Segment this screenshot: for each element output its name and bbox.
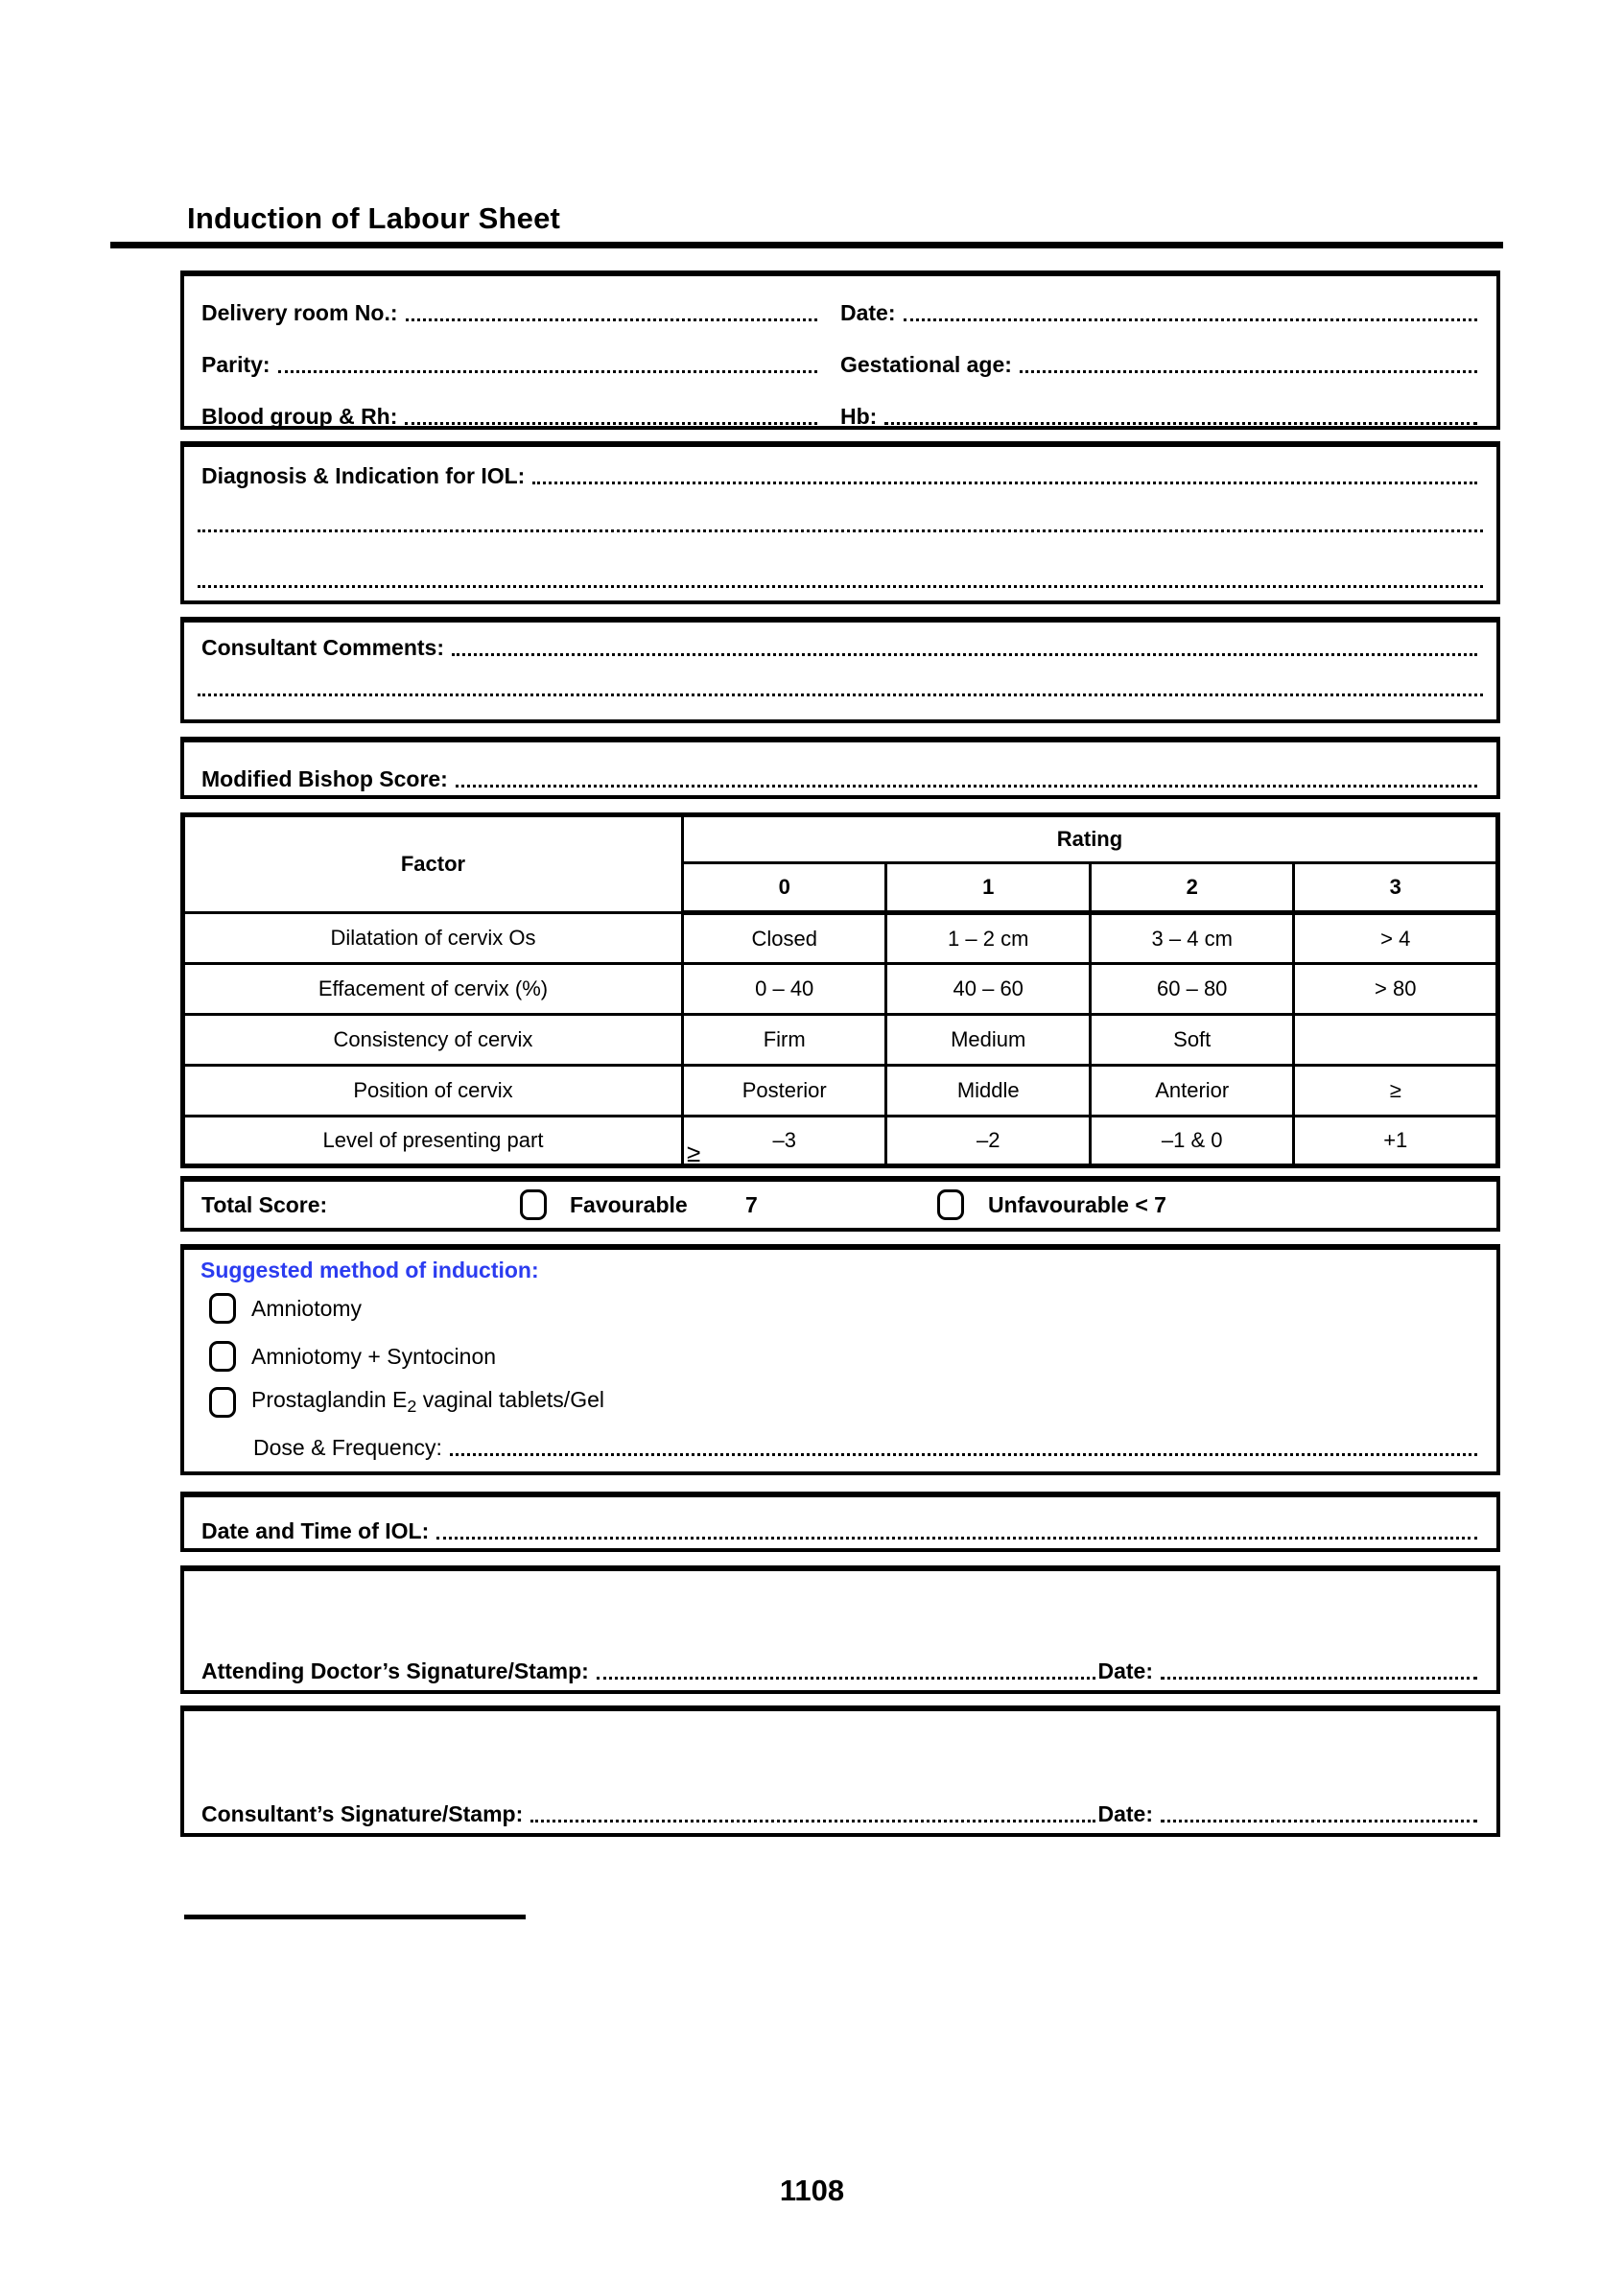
parity-fill-line[interactable] [278,369,817,373]
favourable-label: Favourable [570,1191,688,1217]
diagnosis-fill-line[interactable] [532,481,1477,484]
table-cell: 1 – 2 cm [886,913,1091,964]
diagnosis-fill-line-2[interactable] [198,529,1483,532]
rating-col-1: 1 [886,863,1091,913]
patient-info-box [180,270,1500,430]
total-score-box [180,1176,1500,1232]
dose-frequency-label: Dose & Frequency: [253,1435,442,1460]
signature-row [201,1802,1479,1825]
diagnosis-label: Diagnosis & Indication for IOL: [201,463,526,488]
page-number: 1108 [779,2174,845,2207]
prostaglandin-label-pre: Prostaglandin E [251,1387,408,1413]
factor-cell: Position of cervix [183,1066,683,1117]
info-row [201,284,1479,336]
table-cell: 60 – 80 [1090,964,1294,1015]
prostaglandin-label-post: vaginal tablets/Gel [416,1387,604,1413]
table-cell: –3 [682,1117,886,1166]
hb-fill-line[interactable] [884,421,1477,425]
rating-col-3: 3 [1294,863,1498,913]
blood-group-label: Blood group & Rh: [201,403,398,429]
attending-signature-box [180,1565,1500,1694]
induction-method-box [180,1244,1500,1475]
consultant-signature-fill-line[interactable] [530,1819,1095,1822]
parity-label: Parity: [201,351,271,377]
amniotomy-syntocinon-checkbox[interactable] [209,1341,236,1372]
table-cell: 40 – 60 [886,964,1091,1015]
factor-cell: Effacement of cervix (%) [183,964,683,1015]
gestational-age-fill-line[interactable] [1020,369,1477,373]
consultant-comments-fill-line[interactable] [452,652,1477,656]
table-cell: Soft [1090,1015,1294,1066]
iol-datetime-box [180,1492,1500,1552]
dose-frequency-fill-line[interactable] [450,1452,1477,1456]
table-cell: –2 [886,1117,1091,1166]
consultant-comments-fill-line-2[interactable] [198,694,1483,696]
table-cell [1294,1015,1498,1066]
induction-option [209,1293,362,1324]
title-rule [110,242,1503,248]
table-cell: 3 – 4 cm [1090,913,1294,964]
factor-cell: Level of presenting part [183,1117,683,1166]
bishop-score-fill-line[interactable] [456,784,1477,788]
prostaglandin-label [251,1387,604,1417]
iol-datetime-fill-line[interactable] [436,1536,1477,1540]
diagnosis-box [180,441,1500,604]
hb-label: Hb: [840,403,878,429]
bishop-score-label: Modified Bishop Score: [201,765,448,791]
info-row [201,388,1479,439]
rating-col-0: 0 [682,863,886,913]
gte-symbol: ≥ [1294,1066,1498,1117]
table-row [183,964,1498,1015]
signature-row [201,1659,1479,1682]
induction-method-heading: Suggested method of induction: [200,1258,539,1282]
attending-signature-fill-line[interactable] [597,1676,1096,1680]
attending-date-fill-line[interactable] [1161,1676,1477,1680]
table-cell: Middle [886,1066,1091,1117]
footnote-rule [184,1915,526,1919]
rating-header-cell: Rating [682,815,1497,863]
table-cell: > 80 [1294,964,1498,1015]
table-cell: +1 [1294,1117,1498,1166]
table-cell: Anterior [1090,1066,1294,1117]
amniotomy-syntocinon-label: Amniotomy + Syntocinon [251,1343,497,1369]
amniotomy-checkbox[interactable] [209,1293,236,1324]
table-cell: > 4 [1294,913,1498,964]
table-cell: –1 & 0 [1090,1117,1294,1166]
favourable-checkbox[interactable] [520,1189,547,1220]
date-label: Date: [840,299,896,325]
delivery-room-fill-line[interactable] [406,317,818,321]
attending-signature-label: Attending Doctor’s Signature/Stamp: [201,1658,589,1683]
induction-option [209,1341,496,1372]
stray-gte-symbol: ≥ [687,1139,701,1167]
factor-header-cell: Factor [183,815,683,913]
table-cell: 0 – 40 [682,964,886,1015]
consultant-date-label: Date: [1097,1800,1153,1826]
table-cell: Medium [886,1015,1091,1066]
table-cell: Closed [682,913,886,964]
rating-col-2: 2 [1090,863,1294,913]
consultant-comments-box [180,617,1500,723]
consultant-comments-label: Consultant Comments: [201,635,444,660]
consultant-signature-label: Consultant’s Signature/Stamp: [201,1800,524,1826]
unfavourable-label: Unfavourable < 7 [988,1191,1166,1217]
table-row [183,1066,1498,1117]
table-cell: Posterior [682,1066,886,1117]
iol-datetime-label: Date and Time of IOL: [201,1517,430,1543]
attending-date-label: Date: [1097,1658,1153,1683]
blood-group-fill-line[interactable] [405,421,817,425]
bishop-score-table [180,812,1500,1168]
bishop-score-box [180,737,1500,799]
consultant-date-fill-line[interactable] [1161,1819,1477,1822]
table-row [183,913,1498,964]
page-title: Induction of Labour Sheet [187,201,561,235]
prostaglandin-checkbox[interactable] [209,1387,236,1418]
induction-option [209,1387,604,1418]
prostaglandin-label-sub: 2 [407,1397,417,1417]
factor-cell: Dilatation of cervix Os [183,913,683,964]
table-row [183,1117,1498,1166]
table-cell: Firm [682,1015,886,1066]
info-row [201,336,1479,388]
gestational-age-label: Gestational age: [840,351,1012,377]
favourable-threshold: 7 [745,1191,758,1217]
total-score-label: Total Score: [201,1191,328,1217]
table-row [183,1015,1498,1066]
consultant-signature-box [180,1705,1500,1837]
factor-cell: Consistency of cervix [183,1015,683,1066]
diagnosis-fill-line-3[interactable] [198,585,1483,588]
amniotomy-label: Amniotomy [251,1295,363,1321]
unfavourable-checkbox[interactable] [937,1189,964,1220]
date-fill-line[interactable] [904,317,1477,321]
delivery-room-label: Delivery room No.: [201,299,398,325]
